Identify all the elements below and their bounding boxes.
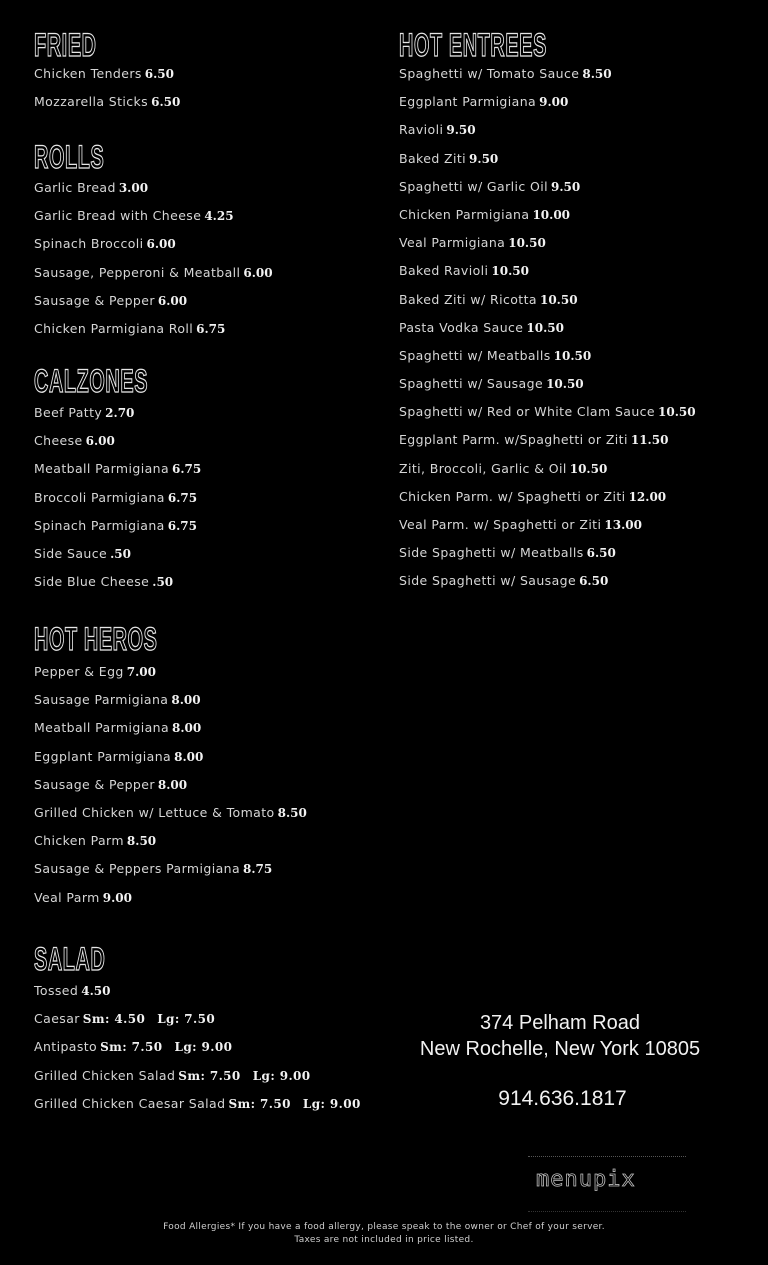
menu-item [399,257,696,285]
menu-item [399,88,696,116]
item-price: 12.00 [628,489,667,504]
section-title-calzones: CALZONES [34,363,149,399]
item-price: 9.50 [446,123,476,138]
item-price: 9.50 [551,179,581,194]
menu-item [399,342,696,370]
item-price: 10.50 [569,461,608,476]
item-name: Mozzarella Sticks [34,94,149,110]
item-price-large: Lg: 9.00 [302,1096,361,1111]
item-price: 6.00 [243,265,273,280]
item-name: Caesar [34,1011,80,1027]
menu-item [34,287,273,315]
item-price: .50 [110,546,131,561]
item-price: 3.00 [118,181,149,195]
allergy-notice: Food Allergies* If you have a food allergy, please speak to the owner or Chef of your server. [163,1222,605,1232]
item-price: 10.50 [508,236,546,251]
item-price: 10.50 [526,320,564,335]
item-price: 10.50 [553,348,592,363]
section-title-fried: FRIED [34,27,97,63]
menu-item [399,539,696,567]
item-price: 6.75 [172,462,202,477]
menu-item [399,60,696,88]
item-name: Garlic Bread [34,180,116,195]
menu-item [34,60,180,88]
item-name: Veal Parm. w/ Spaghetti or Ziti [399,517,602,532]
item-price: 10.00 [532,207,571,222]
item-name: Eggplant Parm. w/Spaghetti or Ziti [399,432,628,448]
menu-item [399,116,696,144]
menu-item [34,540,218,568]
item-name: Spaghetti w/ Meatballs [399,347,551,363]
item-price: 8.00 [171,693,201,708]
rolls-section [34,139,273,343]
item-name: Spinach Broccoli [34,236,144,252]
item-name: Broccoli Parmigiana [34,489,165,505]
menu-item [34,230,273,258]
section-title-hot-heros: HOT HEROS [34,621,158,657]
item-price-large: Lg: 7.50 [157,1012,216,1027]
item-price: .50 [152,575,174,590]
menu-item [34,399,218,427]
item-price: 8.00 [157,777,188,792]
item-price: 9.00 [539,95,569,110]
item-price: 13.00 [604,518,642,532]
item-name: Ziti, Broccoli, Garlic & Oil [399,460,567,476]
item-price: 2.70 [105,406,135,420]
item-price: 6.00 [85,434,115,449]
hot-heros-section [34,621,307,912]
item-price: 6.75 [167,518,197,533]
menu-item [399,229,696,257]
salad-section [34,941,361,1118]
footer-note [0,1221,768,1247]
item-name: Pepper & Egg [34,664,124,679]
item-name: Sausage, Pepperoni & Meatball [34,264,241,280]
item-price: 11.50 [630,433,669,448]
menupix-watermark-text: menupix [536,1167,636,1192]
item-name: Ravioli [399,122,444,138]
menu-list-calzones [34,399,218,596]
item-price: 8.00 [174,749,204,764]
item-price: 9.00 [102,890,132,905]
section-title-salad: SALAD [34,941,106,977]
item-name: Grilled Chicken Salad [34,1067,176,1083]
menu-item [34,799,307,827]
menu-item [34,427,218,455]
menu-item [34,1090,361,1118]
fried-section [34,27,180,116]
menu-item [399,201,696,229]
section-title-rolls: ROLLS [34,139,105,175]
item-price: 6.75 [167,490,198,505]
menu-item [34,1033,361,1061]
menu-item [34,977,361,1005]
item-name: Spaghetti w/ Garlic Oil [399,178,548,194]
item-price-large: Lg: 9.00 [174,1040,233,1055]
menu-item [34,658,307,686]
item-price-small: Sm: 7.50 [100,1040,163,1055]
item-name: Side Spaghetti w/ Meatballs [399,545,584,561]
item-name: Spaghetti w/ Red or White Clam Sauce [399,404,656,420]
item-name: Garlic Bread with Cheese [34,208,202,224]
section-title-hot-entrees: HOT ENTREES [399,27,547,63]
item-name: Chicken Parm [34,833,124,849]
item-price: 6.00 [146,237,176,252]
menu-item [34,714,307,742]
menu-item [34,827,307,855]
item-price: 6.50 [586,546,616,561]
hot-entrees-section [399,27,696,596]
item-price-small: Sm: 4.50 [82,1012,146,1027]
menu-item [399,511,696,539]
item-name: Chicken Parmigiana [399,206,530,222]
menu-item [34,455,218,483]
item-price: 8.00 [172,721,202,736]
menu-item [34,686,307,714]
item-price: 7.00 [126,665,156,679]
item-price: 6.50 [579,574,609,589]
item-name: Side Blue Cheese [34,574,150,590]
menu-list-fried [34,60,180,116]
item-name: Veal Parm [34,889,100,905]
menu-item [399,426,696,454]
menupix-logo [528,1156,686,1212]
menu-list-rolls [34,174,273,343]
item-name: Sausage & Pepper [34,292,155,308]
menu-item [399,398,696,426]
item-name: Cheese [34,433,83,449]
menu-item [34,88,180,116]
menu-list-salad [34,977,361,1118]
menu-item [399,286,696,314]
item-price: 8.50 [126,834,157,849]
menu-item [34,202,273,230]
menu-item [399,370,696,398]
item-name: Spaghetti w/ Sausage [399,376,544,392]
item-name: Chicken Tenders [34,66,142,81]
item-price-small: Sm: 7.50 [228,1096,291,1111]
item-price: 10.50 [546,377,584,392]
item-name: Antipasto [34,1039,98,1055]
menu-item [34,568,218,596]
tax-notice: Taxes are not included in price listed. [294,1235,474,1245]
item-name: Tossed [34,983,79,998]
menu-item [399,173,696,201]
item-name: Sausage & Peppers Parmigiana [34,861,241,877]
item-price: 6.50 [151,95,181,110]
menu-list-hot-heros [34,658,307,912]
item-price: 10.50 [539,292,578,307]
menu-item [399,455,696,483]
item-price: 6.00 [157,293,188,308]
item-name: Grilled Chicken Caesar Salad [34,1095,226,1111]
item-price: 10.50 [491,264,529,279]
item-name: Side Sauce [34,545,108,561]
item-name: Eggplant Parmigiana [34,748,172,764]
menu-item [34,174,273,202]
item-name: Veal Parmigiana [399,235,506,251]
item-name: Pasta Vodka Sauce [399,319,524,335]
item-name: Eggplant Parmigiana [399,94,537,110]
menu-list-hot-entrees [399,60,696,596]
menu-item [34,512,218,540]
menu-item [34,855,307,883]
address-line-2: New Rochelle, New York 10805 [419,1038,701,1060]
menu-item [399,145,696,173]
item-price: 9.50 [469,151,499,166]
menu-item [34,1062,361,1090]
item-price: 6.50 [144,67,175,81]
menu-item [399,483,696,511]
item-name: Baked Ziti [399,150,467,166]
item-name: Meatball Parmigiana [34,720,170,736]
item-name: Chicken Parm. w/ Spaghetti or Ziti [399,488,626,504]
item-name: Spinach Parmigiana [34,517,165,533]
item-name: Chicken Parmigiana Roll [34,320,194,336]
item-price: 8.50 [582,67,612,81]
item-price-large: Lg: 9.00 [252,1068,311,1083]
calzones-section [34,363,218,596]
menu-item [34,743,307,771]
address-line-1: 374 Pelham Road [479,1012,641,1034]
item-name: Baked Ziti w/ Ricotta [399,291,537,307]
menu-item [34,1005,361,1033]
item-name: Grilled Chicken w/ Lettuce & Tomato [34,804,275,820]
item-name: Sausage Parmigiana [34,692,169,708]
item-price: 6.75 [196,321,226,336]
item-name: Side Spaghetti w/ Sausage [399,573,577,589]
menu-item [399,314,696,342]
item-price: 4.50 [81,984,111,998]
item-name: Spaghetti w/ Tomato Sauce [399,66,580,81]
menu-item [34,884,307,912]
item-name: Meatball Parmigiana [34,461,170,477]
item-price: 4.25 [204,209,234,224]
item-name: Baked Ravioli [399,263,489,279]
item-price: 10.50 [658,405,696,420]
menu-item [399,567,696,595]
address [395,1010,725,1062]
item-name: Sausage & Pepper [34,776,155,792]
menu-item [34,771,307,799]
item-price: 8.75 [243,862,273,877]
item-name: Beef Patty [34,405,103,420]
menu-item [34,315,273,343]
item-price: 8.50 [277,805,307,820]
menu-item [34,259,273,287]
menu-item [34,484,218,512]
item-price-small: Sm: 7.50 [178,1068,241,1083]
phone-number: 914.636.1817 [498,1087,627,1110]
